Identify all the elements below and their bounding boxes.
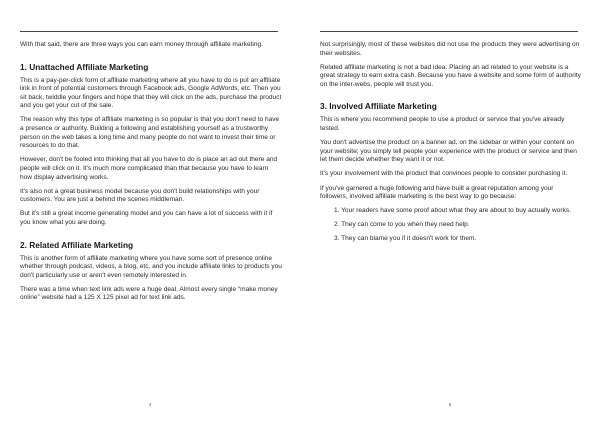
- paragraph: Not surprisingly, most of these websites did not use the products they were advertising on their websites.: [320, 41, 580, 57]
- page-number: 4: [148, 402, 152, 407]
- paragraph: The reason why this type of affiliate marketing is so popular is that you don't need to have a presence or authority. Building a following and establishing yourself as a trustworthy person on the web takes a long time and many people do not want to invest their time or resources to do that.: [20, 116, 280, 150]
- list-item: 1. Your readers have some proof about what they are about to buy actually works.: [334, 207, 571, 215]
- right-page-content: [320, 41, 582, 250]
- paragraph: You don't advertise the product on a banner ad, on the sidebar or within your content on your website; you simply tell people your experience with the product or service and then let them decide whether they want it or not.: [320, 139, 577, 164]
- paragraph: But it's still a great income generating model and you can have a lot of success with it if you know what you are doing.: [20, 210, 273, 226]
- reasons-list: [320, 207, 582, 244]
- page-number: 5: [448, 402, 452, 407]
- paragraph: It's your involvement with the product that convinces people to consider purchasing it.: [320, 170, 568, 178]
- header-rule: [320, 31, 578, 32]
- intro-paragraph: With that said, there are three ways you can earn money through affiliate marketing.: [20, 41, 263, 48]
- section-heading-involved: 3. Involved Affiliate Marketing: [320, 101, 437, 112]
- paragraph: This is another form of affiliate marketing where you have some sort of presence online whether through podcast, videos, a blog, etc. and you include affiliate links to products you don't particularly use or aren't even remotely interested in.: [20, 254, 282, 279]
- header-rule: [20, 31, 278, 32]
- paragraph: It's also not a great business model because you don't build relationships with your customers. You are just a behind the scenes middleman.: [20, 187, 260, 204]
- paragraph: Related affiliate marketing is not a bad idea. Placing an ad related to your website is a great strategy to earn extra cash. Because you have a website and some form of authority on the inter-webs, people will trust you.: [320, 63, 581, 88]
- paragraph: There was a time when text link ads were a huge deal. Almost every single “make money online” website had a 125 X 125 pixel ad for text link ads.: [20, 285, 278, 302]
- paragraph: This is a pay-per-click form of affiliate marketing where all you have to do is put an affiliate link in front of potential customers through Facebook ads, Google AdWords, etc. Then you sit back, twiddle your fingers and hope that they will click on the ads, purchase the product and you get your cut of the sale.: [20, 76, 282, 110]
- right-page: [300, 0, 600, 424]
- section-heading-related: 2. Related Affiliate Marketing: [20, 239, 134, 250]
- section-heading-unattached: 1. Unattached Affiliate Marketing: [20, 61, 149, 72]
- paragraph: However, don't be fooled into thinking that all you have to do is place an ad out there and people will click on it. It's much more complicated than that because you have to learn how display advertising works.: [20, 156, 278, 181]
- list-item: 2. They can come to you when they need help.: [334, 221, 470, 229]
- left-page-content: [20, 41, 282, 308]
- paragraph: If you've garnered a huge following and have built a great reputation among your followers, involved affiliate marketing is the best way to go because:: [320, 184, 554, 201]
- list-item: 3. They can blame you if it doesn't work for them.: [334, 235, 477, 243]
- paragraph: This is where you recommend people to use a product or service that you've already tested.: [320, 116, 565, 133]
